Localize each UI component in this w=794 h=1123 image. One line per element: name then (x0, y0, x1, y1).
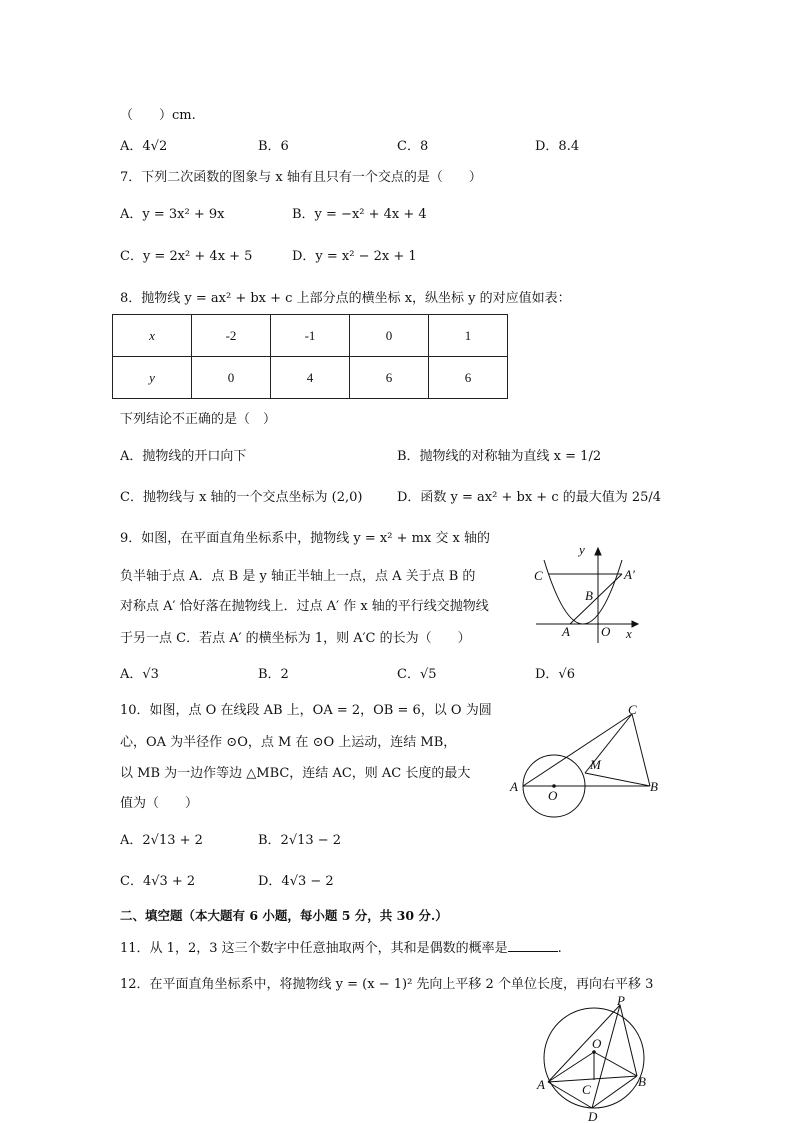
q8-option-a: A．抛物线的开口向下 (120, 449, 247, 464)
table-row (113, 315, 508, 357)
q9-line-4: 于另一点 C．若点 A′ 的横坐标为 1，则 A′C 的长为（ ） (120, 631, 471, 646)
q11-end: . (557, 941, 562, 956)
q10-line-1: 10．如图，点 O 在线段 AB 上，OA = 2，OB = 6，以 O 为圆 (120, 703, 492, 718)
x-axis-arrow (632, 621, 638, 627)
label-a: A (510, 779, 518, 794)
label-c: C (534, 568, 543, 583)
q6-option-c: C．8 (397, 139, 429, 154)
q11-line (120, 937, 562, 956)
label-d: D (588, 1109, 598, 1123)
table-cell: 4 (271, 357, 350, 399)
q7-option-d: D．y = x² − 2x + 1 (292, 249, 417, 264)
q8-option-c: C．抛物线与 x 轴的一个交点坐标为 (2,0) (120, 490, 363, 505)
q8-stem: 8．抛物线 y = ax² + bx + c 上部分点的横坐标 x，纵坐标 y 的对应值如表： (120, 291, 571, 306)
label-a: A (562, 624, 570, 639)
q8-option-b: B．抛物线的对称轴为直线 x = 1/2 (397, 449, 602, 464)
label-a: A (537, 1077, 545, 1092)
table-cell: 1 (429, 315, 508, 357)
segment-ob (594, 1052, 637, 1076)
q10-option-c: C．4√3 + 2 (120, 874, 196, 889)
q7-stem: 7．下列二次函数的图象与 x 轴有且只有一个交点的是（ ） (120, 170, 482, 185)
segment-ab (548, 1076, 637, 1082)
q10-option-a: A．2√13 + 2 (120, 833, 203, 848)
q10-line-2: 心，OA 为半径作 ⊙O，点 M 在 ⊙O 上运动，连结 MB， (120, 735, 457, 750)
answer-blank (508, 939, 558, 952)
label-b: B (638, 1074, 646, 1089)
section-heading: 二、填空题（本大题有 6 小题，每小题 5 分，共 30 分.） (120, 908, 448, 923)
q10-option-d: D．4√3 − 2 (258, 874, 334, 889)
q8-value-table (112, 314, 508, 399)
label-a-prime: A′ (624, 567, 635, 582)
label-b: B (650, 779, 658, 794)
q9-line-3: 对称点 A′ 恰好落在抛物线上．过点 A′ 作 x 轴的平行线交抛物线 (120, 599, 489, 614)
table-cell: x (113, 315, 192, 357)
label-y: y (579, 542, 585, 557)
q7-option-a: A．y = 3x² + 9x (120, 207, 225, 222)
label-o: O (601, 624, 611, 639)
q7-option-b: B．y = −x² + 4x + 4 (292, 207, 427, 222)
table-cell: y (113, 357, 192, 399)
q12-text: 12．在平面直角坐标系中，将抛物线 y = (x − 1)² 先向上平移 2 个单位长度，再向右平移 3 (120, 977, 654, 992)
q9-line-1: 9．如图，在平面直角坐标系中，抛物线 y = x² + mx 交 x 轴的 (120, 531, 490, 546)
table-cell: -1 (271, 315, 350, 357)
label-m: M (590, 757, 601, 772)
q9-line-2: 负半轴于点 A．点 B 是 y 轴正半轴上一点，点 A 关于点 B 的 (120, 569, 476, 584)
segment-cb (632, 714, 650, 786)
table-cell: 6 (350, 357, 429, 399)
q6-option-d: D．8.4 (535, 139, 580, 154)
y-axis-arrow (595, 548, 601, 555)
segment-ac (523, 714, 632, 786)
segment-ao (548, 1052, 594, 1082)
q8-option-d: D．函数 y = ax² + bx + c 的最大值为 25/4 (397, 490, 662, 505)
table-cell: 6 (429, 357, 508, 399)
q9-option-a: A．√3 (120, 667, 159, 682)
q11-text: 11．从 1，2，3 这三个数字中任意抽取两个，其和是偶数的概率是 (120, 941, 508, 956)
table-cell: -2 (192, 315, 271, 357)
q10-line-3: 以 MB 为一边作等边 △MBC，连结 AC，则 AC 长度的最大 (120, 766, 471, 781)
q8-question: 下列结论不正确的是（ ） (120, 412, 277, 427)
q9-option-d: D．√6 (535, 667, 575, 682)
q6-option-a: A．4√2 (120, 139, 168, 154)
table-row (113, 357, 508, 399)
label-o: O (592, 1036, 602, 1051)
q10-figure (504, 700, 670, 822)
parabola (544, 560, 622, 624)
q6-option-b: B．6 (258, 139, 289, 154)
q6-tail: （ ）cm. (120, 108, 196, 123)
q9-option-b: B．2 (258, 667, 289, 682)
segment-mb (585, 773, 650, 786)
label-p: P (617, 993, 625, 1008)
q9-option-c: C．√5 (397, 667, 437, 682)
q7-option-c: C．y = 2x² + 4x + 5 (120, 249, 253, 264)
table-cell: 0 (192, 357, 271, 399)
label-x: x (626, 626, 632, 641)
q10-option-b: B．2√13 − 2 (258, 833, 342, 848)
label-c: C (628, 702, 637, 717)
label-b: B (585, 588, 593, 603)
segment-pb (620, 1005, 637, 1076)
table-cell: 0 (350, 315, 429, 357)
q10-line-4: 值为（ ） (120, 796, 199, 811)
q12-figure (532, 990, 662, 1123)
label-c: C (582, 1082, 591, 1097)
label-o: O (548, 788, 558, 803)
q9-figure (528, 538, 648, 648)
